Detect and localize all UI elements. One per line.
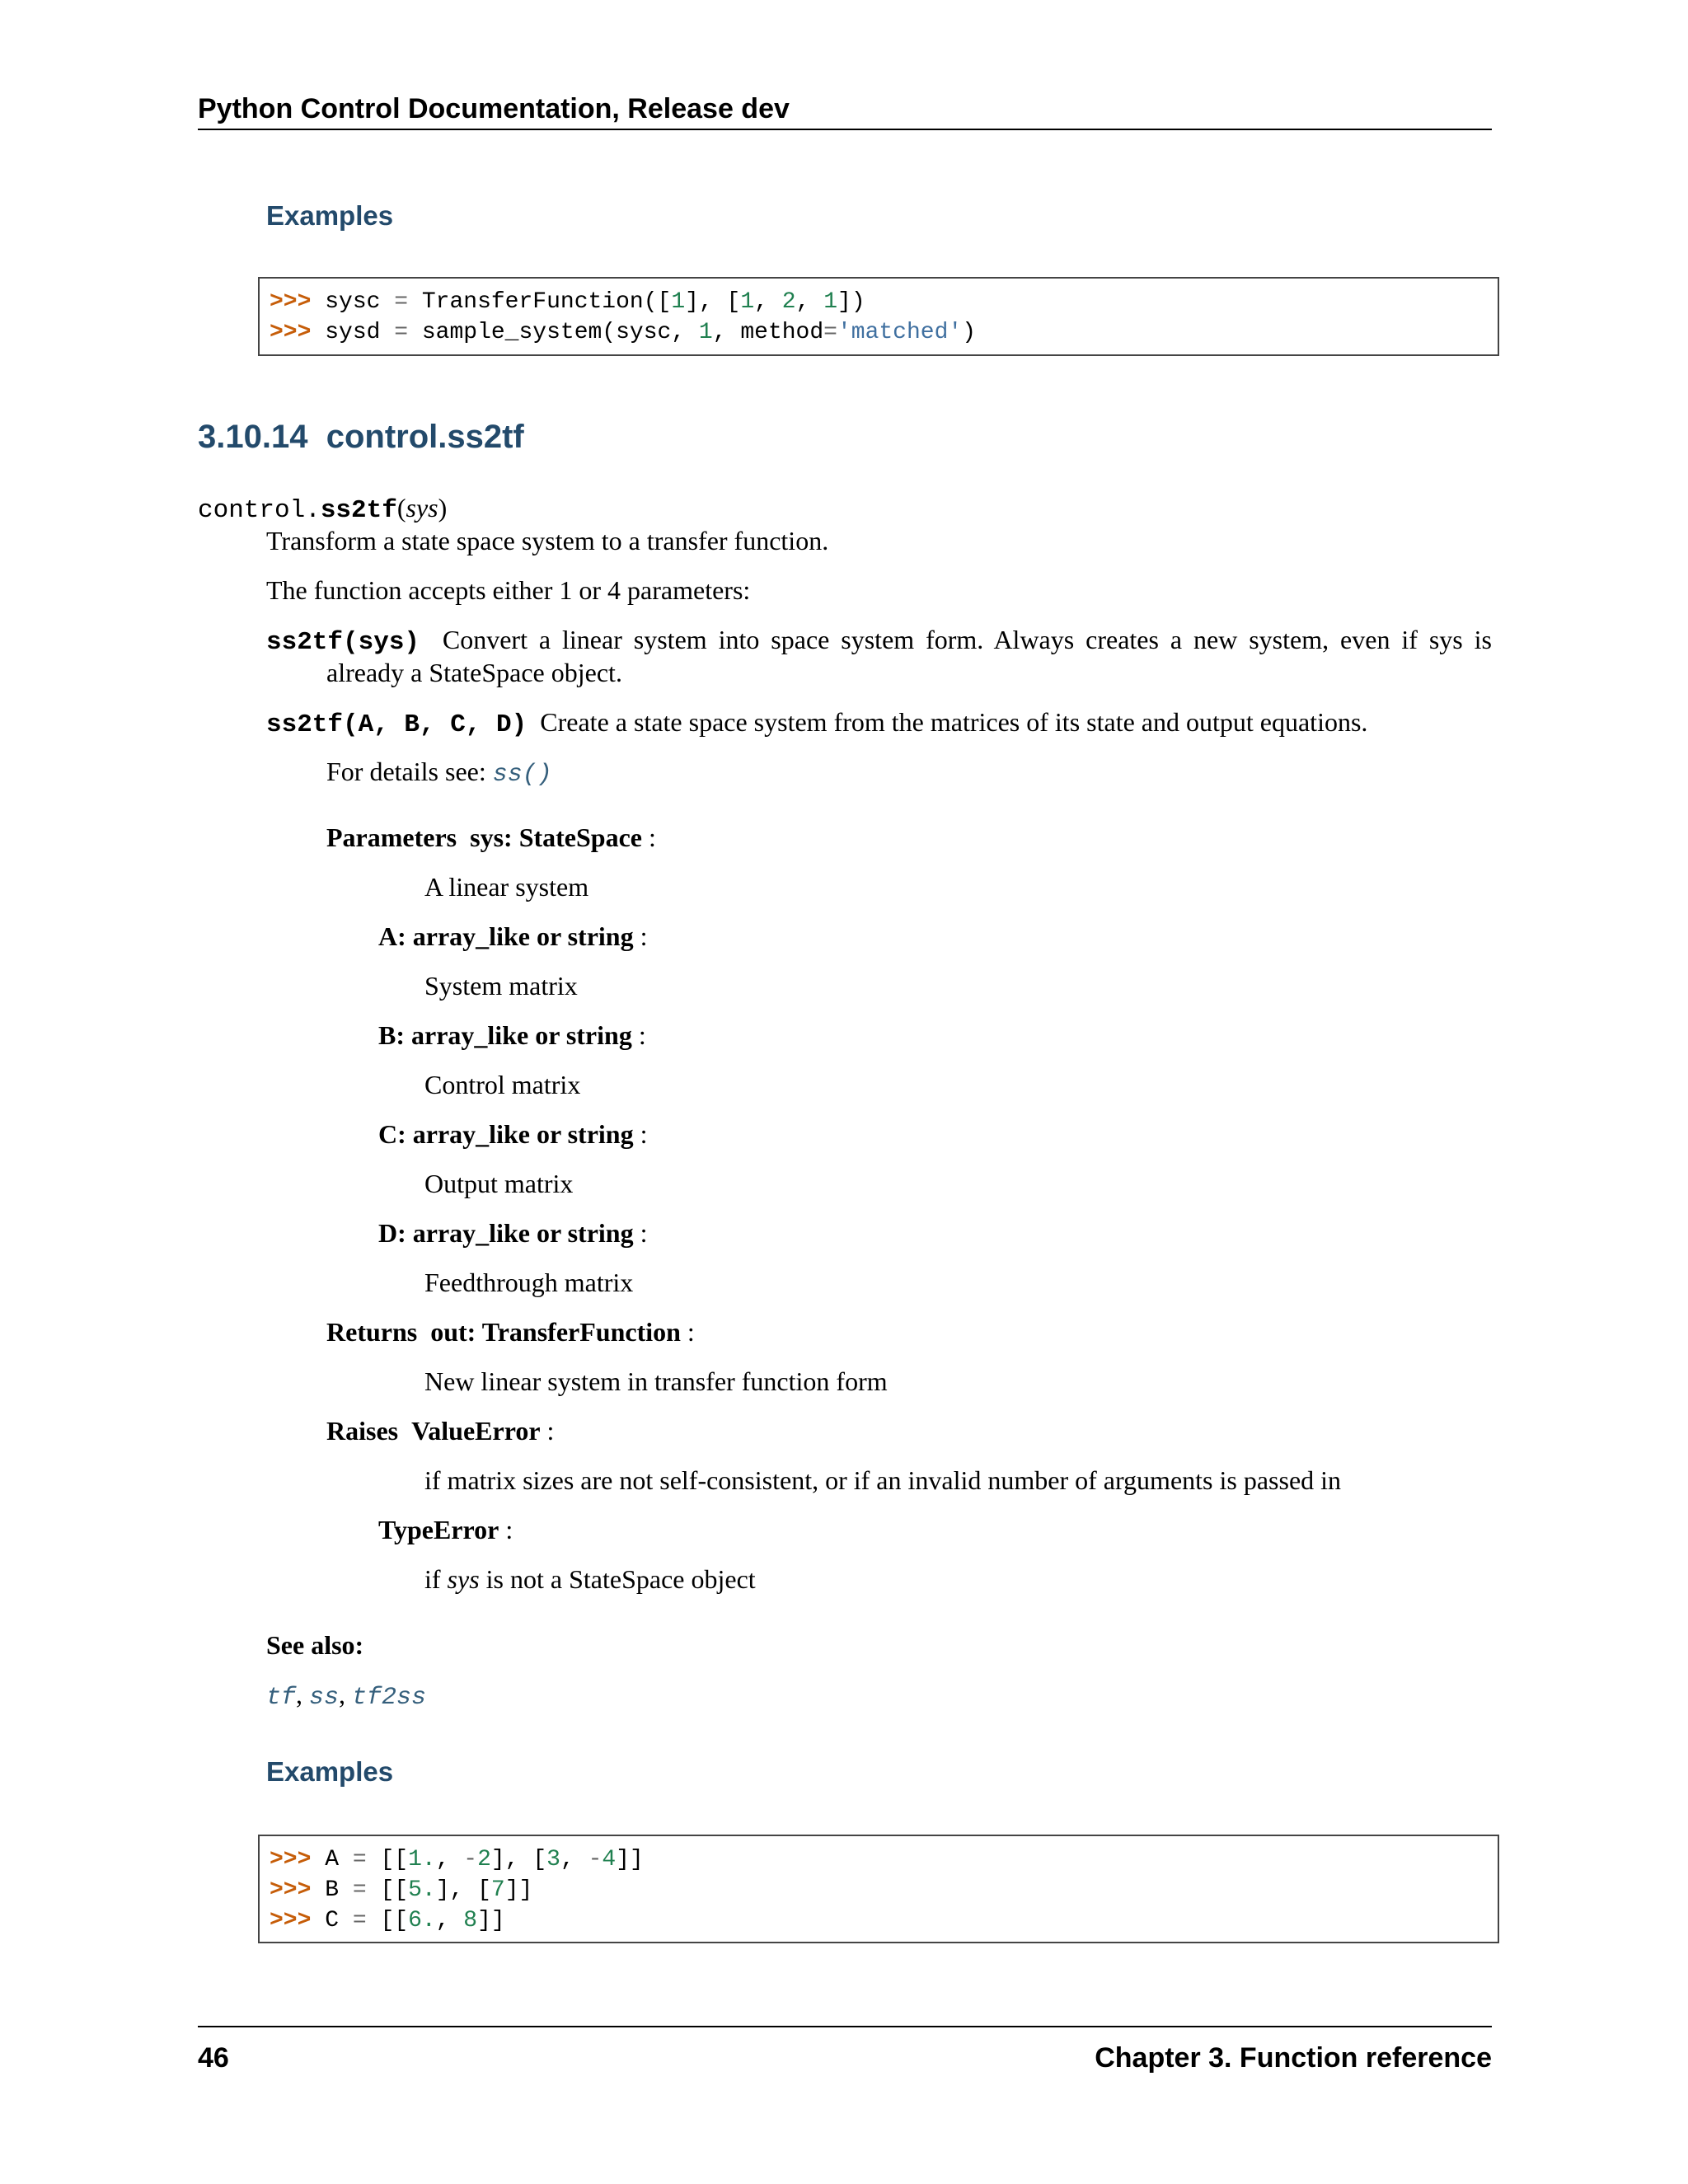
footer-rule bbox=[198, 2026, 1492, 2027]
code-token: sysc bbox=[311, 289, 395, 315]
param-name: A: array_like or string bbox=[378, 921, 634, 951]
code-token: 1 bbox=[671, 289, 686, 315]
param-item bbox=[378, 1216, 647, 1249]
code-token: [[ bbox=[366, 1908, 409, 1933]
form-desc: Convert a linear system into space system form. Always creates a new system, even if sys is bbox=[442, 625, 1493, 654]
code-token: sample_system(sysc, bbox=[408, 320, 699, 345]
code-prompt: >>> bbox=[270, 320, 312, 345]
form-term: ss2tf(A, B, C, D) bbox=[266, 710, 528, 739]
see-also-link-tf[interactable]: tf bbox=[266, 1684, 297, 1712]
code-token: 2 bbox=[781, 289, 796, 315]
details-line bbox=[326, 755, 552, 791]
code-token: 2 bbox=[477, 1847, 491, 1872]
code-token: = bbox=[352, 1877, 367, 1903]
running-header: Python Control Documentation, Release dev bbox=[198, 93, 790, 124]
see-also-separator: , bbox=[339, 1680, 353, 1709]
code-token: 7 bbox=[490, 1877, 505, 1903]
section-title: control.ss2tf bbox=[326, 419, 524, 455]
code-token: 3 bbox=[546, 1847, 560, 1872]
returns-label: Returns bbox=[326, 1317, 418, 1347]
param-name: C: array_like or string bbox=[378, 1119, 634, 1149]
raises-field bbox=[326, 1414, 554, 1447]
param-desc: System matrix bbox=[424, 971, 578, 1001]
section-number: 3.10.14 bbox=[198, 419, 308, 455]
raises-item bbox=[378, 1513, 513, 1546]
code-token: ], [ bbox=[685, 289, 741, 315]
signature-open-paren: ( bbox=[396, 493, 406, 523]
code-token: = bbox=[394, 320, 409, 345]
chapter-title: Chapter 3. Function reference bbox=[1095, 2042, 1492, 2074]
raises-name: ValueError bbox=[411, 1416, 541, 1446]
param-name: sys: StateSpace bbox=[470, 823, 642, 852]
param-name: D: array_like or string bbox=[378, 1218, 634, 1248]
code-line bbox=[270, 287, 1498, 317]
function-summary: Transform a state space system to a transfer function. bbox=[266, 526, 829, 555]
code-token: 1 bbox=[740, 289, 755, 315]
code-token: 'matched' bbox=[837, 320, 963, 345]
code-token: TransferFunction([ bbox=[408, 289, 672, 315]
see-also-separator: , bbox=[296, 1680, 310, 1709]
see-also-link-tf2ss[interactable]: tf2ss bbox=[352, 1684, 427, 1712]
code-token: 5. bbox=[408, 1877, 436, 1903]
parameters-field bbox=[326, 821, 656, 854]
code-token: [[ bbox=[366, 1877, 409, 1903]
param-desc: A linear system bbox=[424, 872, 589, 902]
section-heading bbox=[198, 417, 524, 457]
raises-sep: : bbox=[499, 1515, 513, 1544]
header-rule bbox=[198, 129, 1492, 130]
code-token: = bbox=[394, 289, 409, 315]
accepts-text: The function accepts either 1 or 4 parameters: bbox=[266, 575, 751, 605]
code-token: , bbox=[435, 1908, 464, 1933]
code-token: , bbox=[560, 1847, 588, 1872]
raises-desc bbox=[424, 1563, 756, 1596]
code-token: B bbox=[311, 1877, 353, 1903]
code-token: ]] bbox=[616, 1847, 644, 1872]
returns-name: out: TransferFunction bbox=[430, 1317, 681, 1347]
raises-desc-em: sys bbox=[447, 1564, 480, 1594]
code-token: , bbox=[754, 289, 782, 315]
raises-desc-pre: if bbox=[424, 1564, 448, 1594]
details-prefix: For details see: bbox=[326, 757, 493, 786]
code-token: ) bbox=[962, 320, 977, 345]
code-token: ], [ bbox=[490, 1847, 547, 1872]
param-sep: : bbox=[631, 1020, 646, 1050]
code-prompt: >>> bbox=[270, 1908, 312, 1933]
code-token: sysd bbox=[311, 320, 395, 345]
form-item-2 bbox=[266, 705, 1367, 742]
param-sep: : bbox=[642, 823, 656, 852]
code-token: 1. bbox=[408, 1847, 436, 1872]
code-token: = bbox=[823, 320, 837, 345]
examples-heading: Examples bbox=[266, 1756, 394, 1787]
code-line bbox=[270, 1875, 1498, 1905]
raises-sep: : bbox=[540, 1416, 555, 1446]
code-token: = bbox=[352, 1908, 367, 1933]
code-token: ]] bbox=[504, 1877, 533, 1903]
raises-name: TypeError bbox=[378, 1515, 499, 1544]
function-signature bbox=[198, 491, 447, 527]
code-line bbox=[270, 1905, 1498, 1936]
code-block-2[interactable] bbox=[258, 1835, 1499, 1943]
signature-arg: sys bbox=[406, 493, 438, 523]
param-sep: : bbox=[633, 1119, 648, 1149]
code-token: 1 bbox=[698, 320, 713, 345]
code-token: ]] bbox=[477, 1908, 505, 1933]
code-token: ]) bbox=[837, 289, 865, 315]
code-prompt: >>> bbox=[270, 289, 312, 315]
param-item bbox=[378, 1019, 646, 1052]
code-token: , method bbox=[712, 320, 824, 345]
code-line bbox=[270, 1844, 1498, 1875]
see-also-links bbox=[266, 1678, 426, 1714]
param-item bbox=[378, 1118, 647, 1151]
returns-field bbox=[326, 1315, 695, 1348]
form-term: ss2tf(sys) bbox=[266, 628, 420, 657]
param-item bbox=[378, 920, 647, 953]
code-token: A bbox=[311, 1847, 353, 1872]
form-item-1 bbox=[266, 623, 1492, 659]
signature-name: ss2tf bbox=[320, 496, 397, 525]
code-token: - bbox=[463, 1847, 478, 1872]
param-desc: Feedthrough matrix bbox=[424, 1268, 634, 1297]
raises-desc: if matrix sizes are not self-consistent, or if an invalid number of arguments is passed in bbox=[424, 1465, 1342, 1495]
returns-desc: New linear system in transfer function form bbox=[424, 1366, 888, 1396]
returns-sep: : bbox=[680, 1317, 695, 1347]
code-token: 8 bbox=[463, 1908, 478, 1933]
raises-desc-post: is not a StateSpace object bbox=[479, 1564, 756, 1594]
code-token: , bbox=[435, 1847, 464, 1872]
code-token: 4 bbox=[602, 1847, 617, 1872]
signature-module: control. bbox=[198, 496, 321, 525]
code-token: ], [ bbox=[435, 1877, 491, 1903]
code-token: - bbox=[588, 1847, 603, 1872]
code-token: 6. bbox=[408, 1908, 436, 1933]
param-name: B: array_like or string bbox=[378, 1020, 632, 1050]
code-token: 1 bbox=[823, 289, 838, 315]
code-token: [[ bbox=[366, 1847, 409, 1872]
param-sep: : bbox=[633, 1218, 648, 1248]
code-token: C bbox=[311, 1908, 353, 1933]
parameters-label: Parameters bbox=[326, 823, 457, 852]
code-line bbox=[270, 317, 1498, 348]
ss-link[interactable]: ss() bbox=[492, 761, 552, 789]
page-number: 46 bbox=[198, 2042, 229, 2074]
form-desc: Create a state space system from the matrices of its state and output equations. bbox=[540, 707, 1368, 737]
signature-close-paren: ) bbox=[438, 493, 448, 523]
code-token: , bbox=[795, 289, 824, 315]
param-sep: : bbox=[633, 921, 648, 951]
examples-heading: Examples bbox=[266, 200, 394, 231]
code-block-1[interactable] bbox=[258, 277, 1499, 356]
code-prompt: >>> bbox=[270, 1877, 312, 1903]
code-token: = bbox=[352, 1847, 367, 1872]
param-desc: Output matrix bbox=[424, 1169, 574, 1198]
param-desc: Control matrix bbox=[424, 1070, 581, 1099]
form-desc-continued: already a StateSpace object. bbox=[326, 658, 622, 687]
code-prompt: >>> bbox=[270, 1847, 312, 1872]
see-also-link-ss[interactable]: ss bbox=[309, 1684, 340, 1712]
see-also-label: See also: bbox=[266, 1630, 364, 1660]
raises-label: Raises bbox=[326, 1416, 399, 1446]
